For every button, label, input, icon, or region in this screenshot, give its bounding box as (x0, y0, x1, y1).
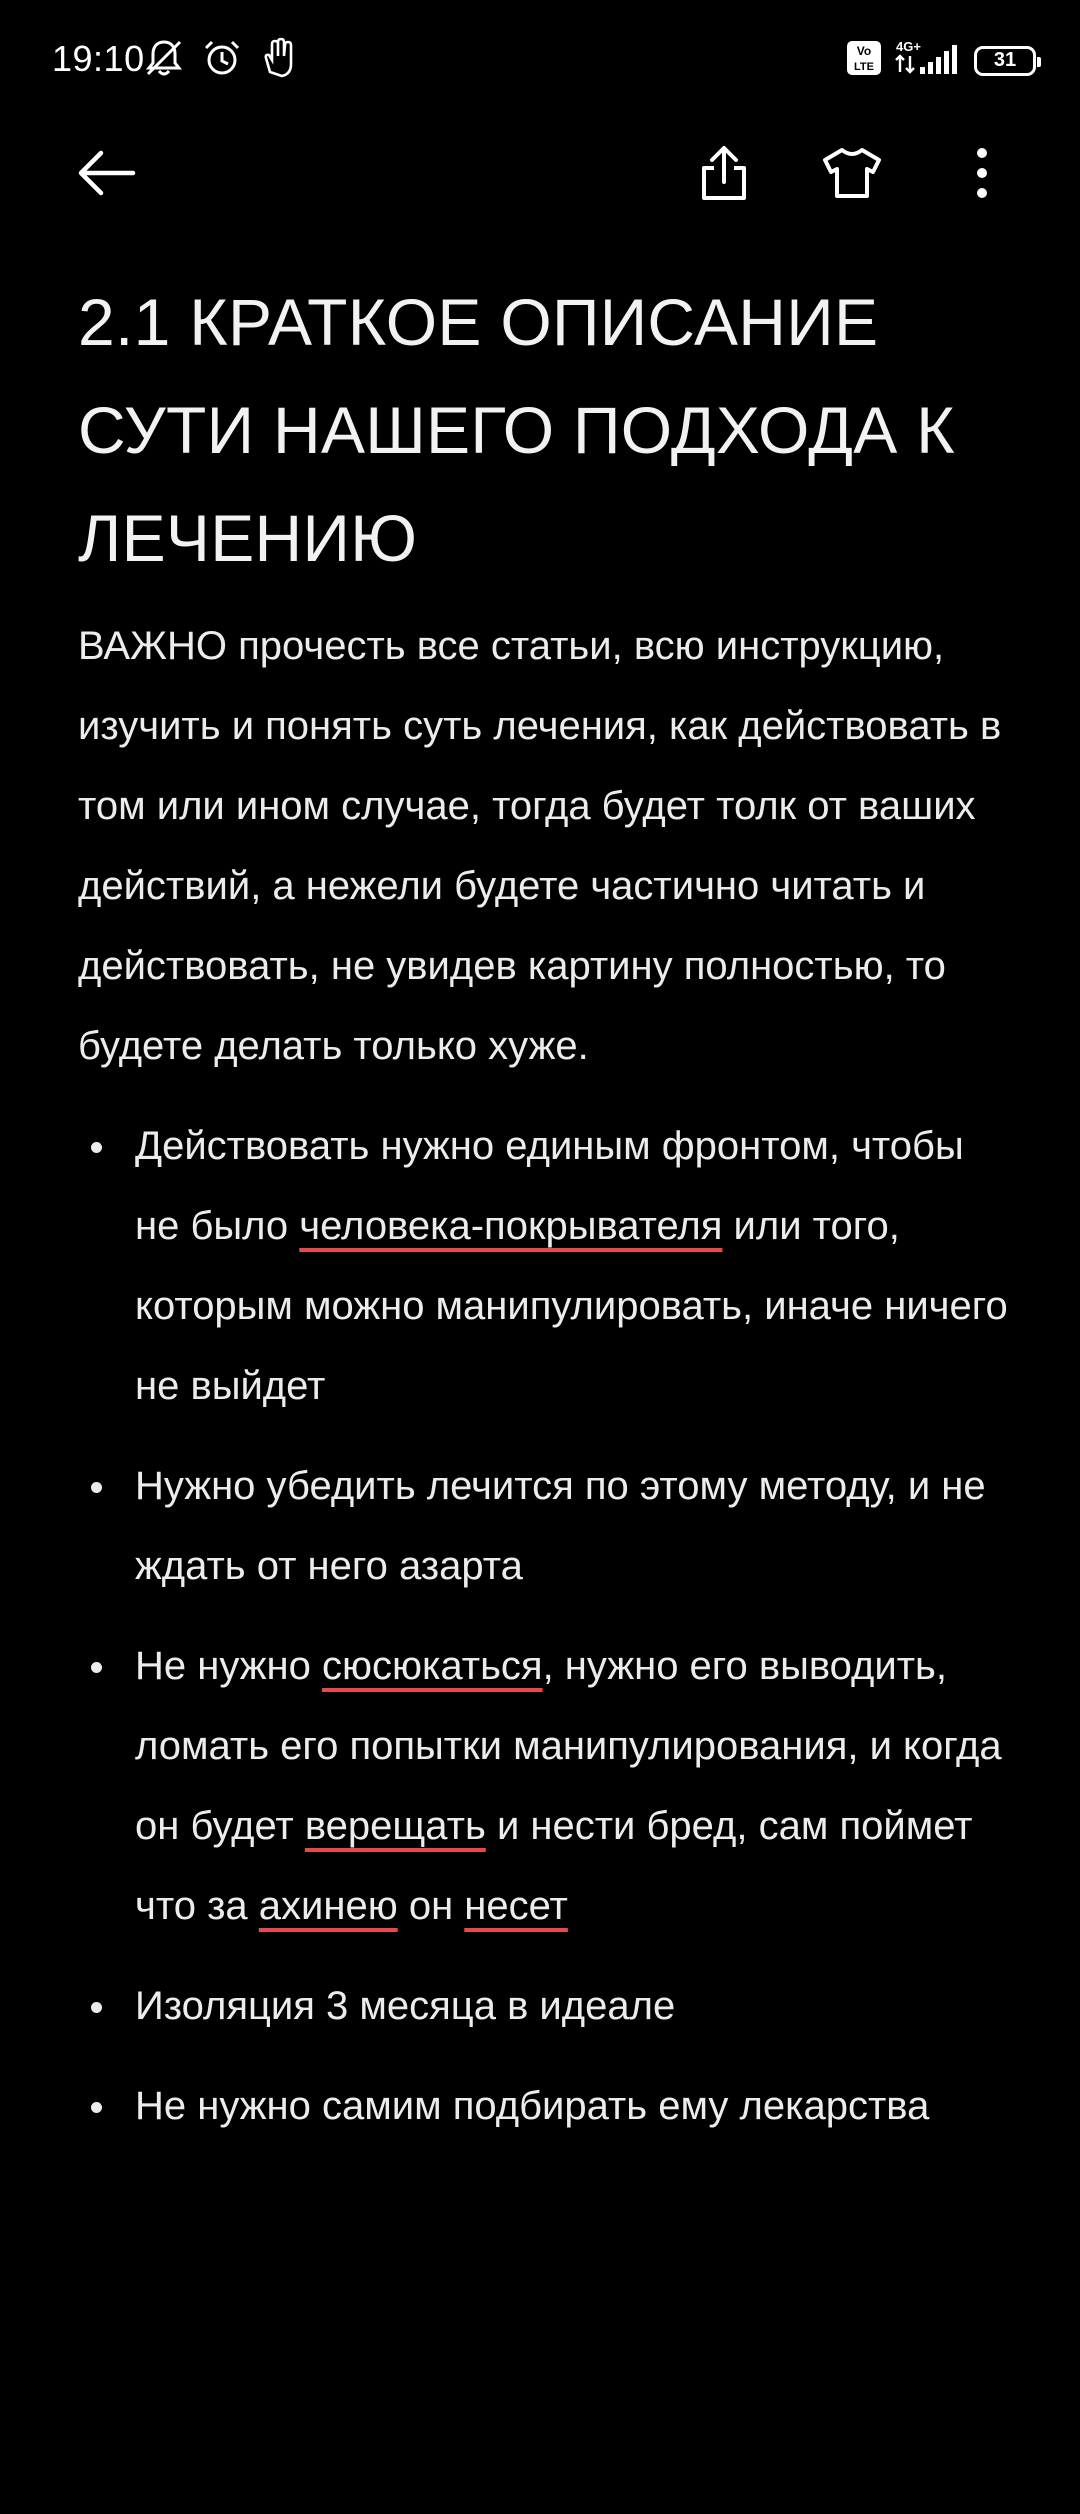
share-icon (698, 144, 750, 207)
app-toolbar (0, 130, 1080, 220)
4g-signal-icon (892, 38, 964, 83)
mute-bell-icon (142, 36, 186, 85)
alarm-icon (200, 36, 244, 85)
status-icons-left (142, 36, 298, 85)
back-button[interactable] (66, 130, 146, 220)
article-intro: ВАЖНО прочесть все статьи, всю инструкцию, изучить и понять суть лечения, как действовать в том или ином случае, тогда будет толк от ваших действий, а нежели будете частично читать и действовать, не увидев картину полностью, то будете делать только хуже. (78, 624, 1002, 1068)
back-arrow-icon (75, 149, 137, 202)
bullet-list (78, 1106, 1012, 2146)
status-icons-right (846, 38, 1036, 83)
share-button[interactable] (684, 130, 764, 220)
volte-icon (846, 40, 882, 81)
list-item: Не нужно самим подбирать ему лекарства (78, 2066, 1012, 2146)
battery-level: 31 (993, 49, 1017, 71)
list-item: Не нужно сюсюкаться, нужно его выводить, ломать его попытки манипулирования, и когда он будет верещать и нести бред, сам поймет что за ахинею он несет (78, 1626, 1012, 1946)
spellcheck-word[interactable]: сюсюкаться (322, 1644, 543, 1688)
list-item: Действовать нужно единым фронтом, чтобы не было человека-покрывателя или того, которым можно манипулировать, иначе ничего не выйдет (78, 1106, 1012, 1426)
spellcheck-word[interactable]: верещать (304, 1804, 486, 1848)
spellcheck-word[interactable]: несет (464, 1884, 568, 1928)
list-item: Нужно убедить лечится по этому методу, и не ждать от него азарта (78, 1446, 1012, 1606)
spellcheck-word[interactable]: человека-покрывателя (299, 1204, 723, 1248)
spellcheck-word[interactable]: ахинею (258, 1884, 398, 1928)
volte-label-top: Vo (856, 44, 872, 58)
article-title: 2.1 КРАТКОЕ ОПИСАНИЕ СУТИ НАШЕГО ПОДХОДА К ЛЕЧЕНИЮ (78, 285, 955, 575)
hand-icon (258, 36, 298, 85)
battery-icon (974, 46, 1036, 76)
article-content (78, 268, 1012, 2166)
status-bar (0, 0, 1080, 120)
theme-button[interactable] (812, 130, 892, 220)
volte-label-bottom: LTE (854, 61, 874, 73)
status-time: 19:10 (52, 38, 145, 79)
more-vert-icon (974, 146, 990, 205)
network-label: 4G+ (896, 39, 921, 54)
more-options-button[interactable] (942, 130, 1022, 220)
theme-shirt-icon (821, 146, 883, 205)
list-item: Изоляция 3 месяца в идеале (78, 1966, 1012, 2046)
